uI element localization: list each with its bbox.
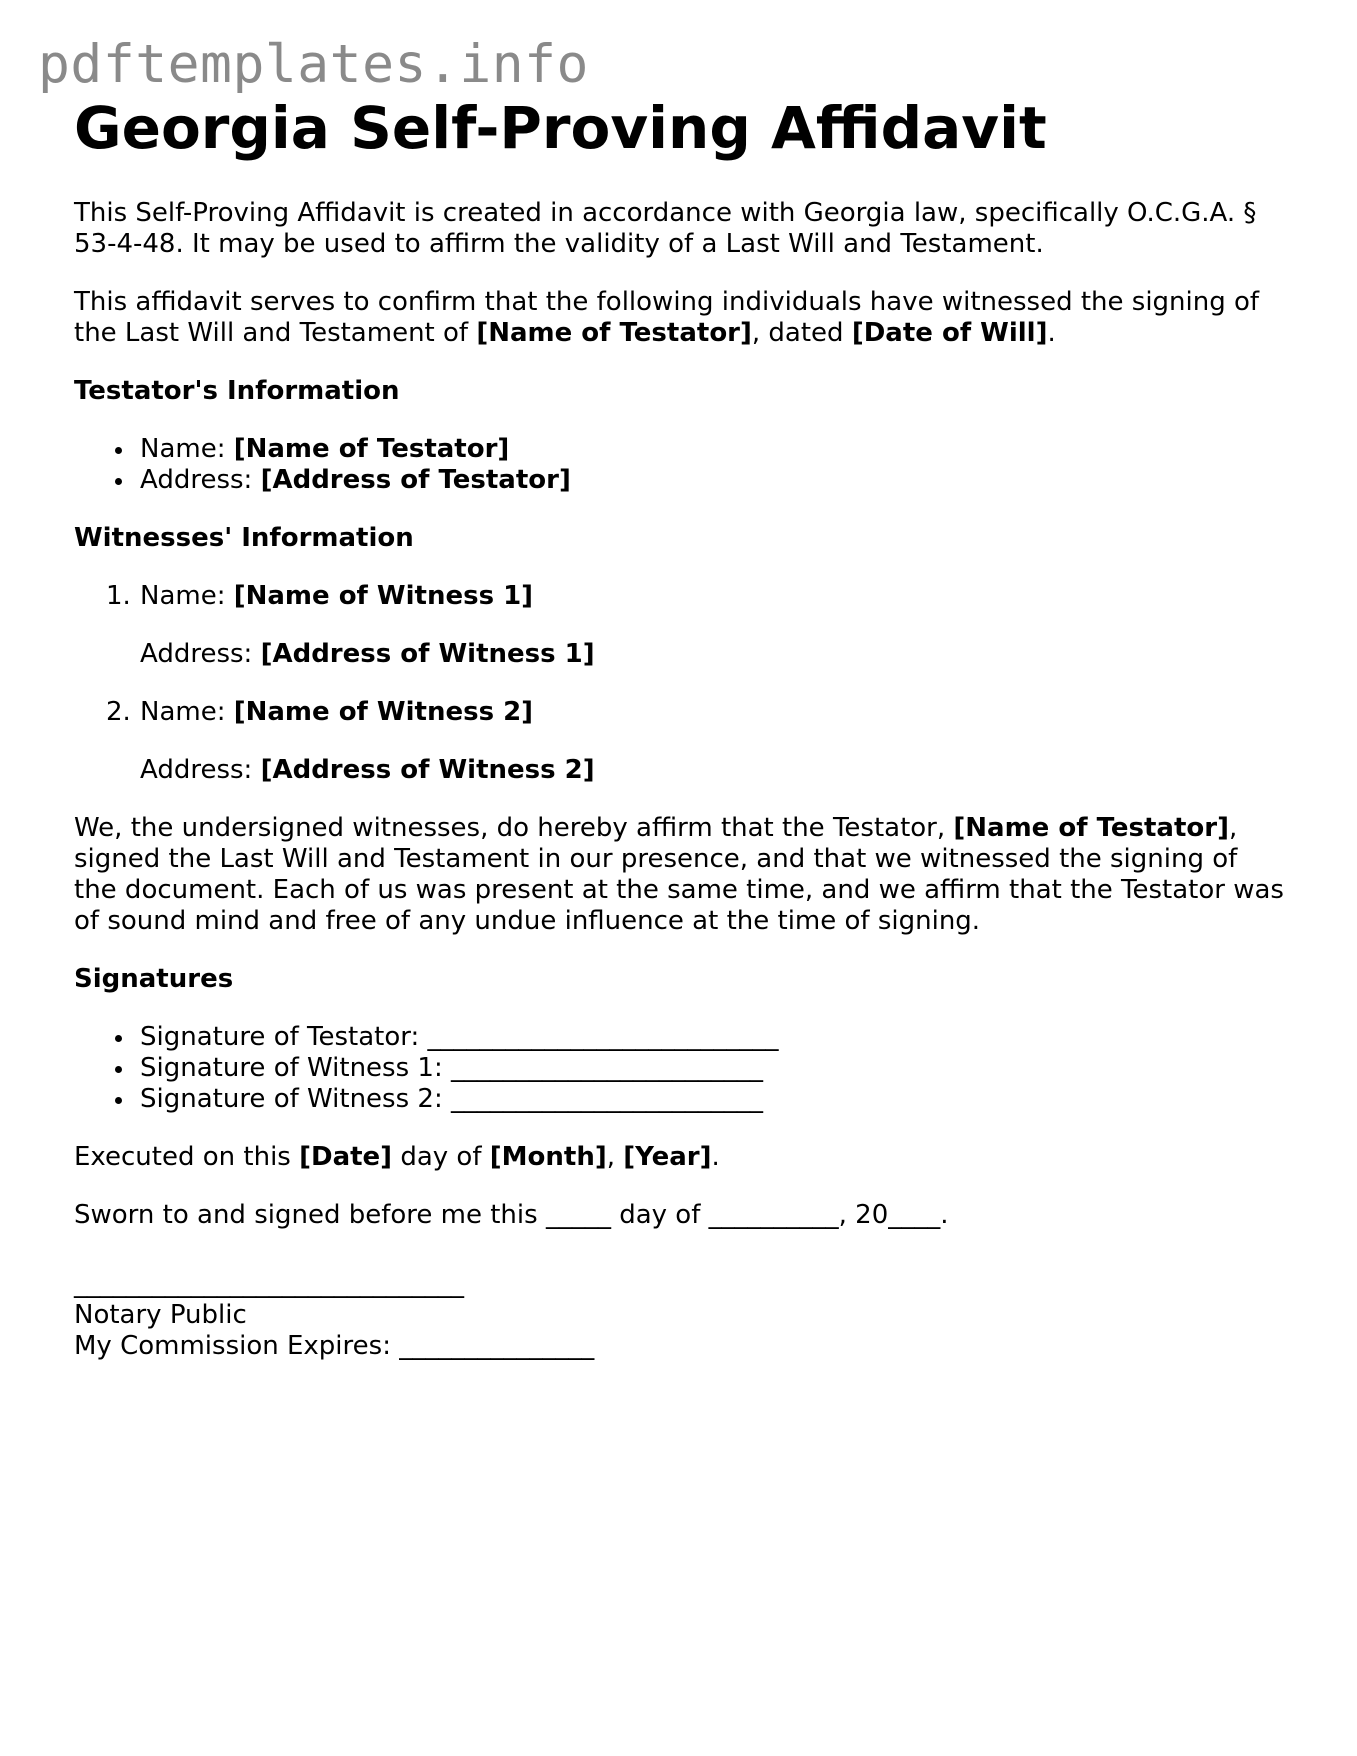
witness-item bbox=[106, 581, 1284, 670]
commission-expires-line[interactable]: My Commission Expires: _______________ bbox=[74, 1331, 595, 1361]
witness-item bbox=[106, 697, 1284, 786]
testator-info-heading: Testator's Information bbox=[74, 376, 400, 406]
signatures-heading: Signatures bbox=[74, 964, 234, 994]
will-date-placeholder: [Date of Will] bbox=[851, 318, 1048, 348]
executed-year-placeholder: [Year] bbox=[623, 1142, 712, 1172]
sworn-paragraph[interactable]: Sworn to and signed before me this _____ day of __________, 20____. bbox=[74, 1200, 949, 1230]
witness1-signature-line[interactable]: Signature of Witness 1: ________________________ bbox=[140, 1053, 1284, 1084]
testator-address-item: Address: [Address of Testator] bbox=[140, 465, 1284, 496]
testator-info-list bbox=[74, 434, 1284, 496]
testator-name-placeholder: [Name of Testator] bbox=[476, 318, 752, 348]
witness-name-line: Name: [Name of Witness 2] bbox=[140, 697, 534, 727]
witness-address-line: Address: [Address of Witness 1] bbox=[140, 639, 595, 669]
purpose-paragraph: This affidavit serves to confirm that the following individuals have witnessed the signing of the Last Will and Testament of [Name of Testator], dated [Date of Will]. bbox=[74, 287, 1260, 348]
executed-month-placeholder: [Month] bbox=[489, 1142, 607, 1172]
testator-name-value: [Name of Testator] bbox=[233, 434, 510, 464]
testator-signature-line[interactable]: Signature of Testator: ___________________________ bbox=[140, 1022, 1284, 1053]
witness-number: 2. bbox=[106, 697, 131, 727]
testator-address-value: [Address of Testator] bbox=[260, 465, 571, 495]
signature-list bbox=[74, 1022, 1284, 1115]
document-page bbox=[74, 94, 1284, 1362]
witness-name-value: [Name of Witness 1] bbox=[233, 581, 534, 611]
witness-info-heading: Witnesses' Information bbox=[74, 523, 414, 553]
executed-paragraph: Executed on this [Date] day of [Month], [Year]. bbox=[74, 1142, 720, 1172]
intro-paragraph: This Self-Proving Affidavit is created in accordance with Georgia law, specifically O.C.G.A. § 53-4-48. It may be used to affirm the validity of a Last Will and Testament. bbox=[74, 198, 1257, 259]
witness-name-value: [Name of Witness 2] bbox=[233, 697, 534, 727]
witness-number: 1. bbox=[106, 581, 131, 611]
page-title: Georgia Self-Proving Affidavit bbox=[74, 94, 1047, 162]
affirmation-paragraph: We, the undersigned witnesses, do hereby affirm that the Testator, [Name of Testator], signed the Last Will and Testament in our presence, and that we witnessed the signing of the document. Each of us was present at the same time, and we affirm that the Testator was of sound mind and free of any undue influence at the time of signing. bbox=[74, 813, 1284, 936]
testator-name-item: Name: [Name of Testator] bbox=[140, 434, 1284, 465]
executed-date-placeholder: [Date] bbox=[299, 1142, 393, 1172]
watermark: pdftemplates.info bbox=[38, 34, 589, 95]
witness-list bbox=[74, 581, 1284, 786]
notary-signature-line[interactable]: ______________________________ bbox=[74, 1269, 464, 1299]
affirmation-testator-name: [Name of Testator] bbox=[953, 813, 1229, 843]
notary-block bbox=[74, 1269, 1284, 1362]
witness-address-value: [Address of Witness 2] bbox=[260, 755, 595, 785]
witness-address-line: Address: [Address of Witness 2] bbox=[140, 755, 595, 785]
witness-address-value: [Address of Witness 1] bbox=[260, 639, 595, 669]
witness2-signature-line[interactable]: Signature of Witness 2: ________________________ bbox=[140, 1084, 1284, 1115]
notary-label: Notary Public bbox=[74, 1300, 247, 1330]
witness-name-line: Name: [Name of Witness 1] bbox=[140, 581, 534, 611]
